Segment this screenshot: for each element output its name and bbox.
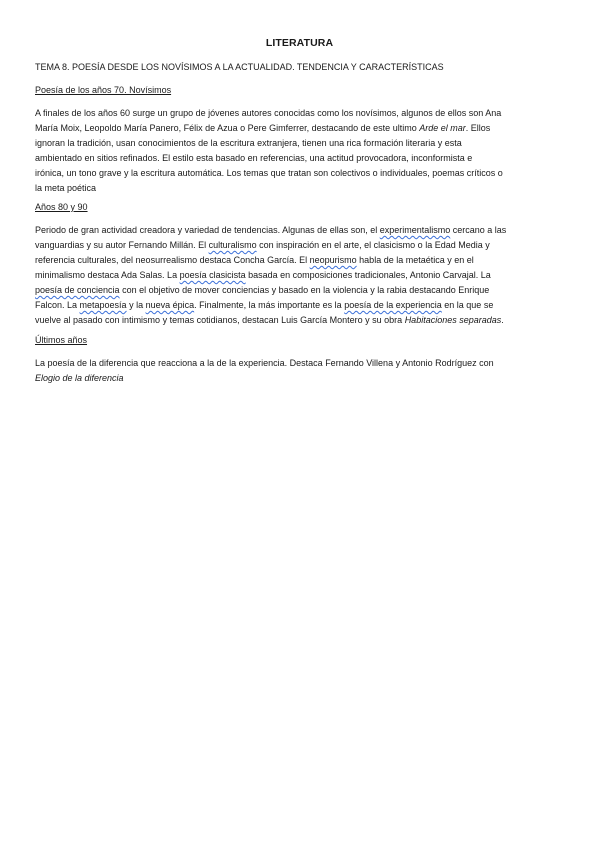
paragraph-line (35, 298, 565, 313)
paragraph-line (35, 283, 565, 298)
paragraph-line (35, 268, 565, 283)
text-run: con inspiración en el arte, el clasicismo o la Edad Media y (256, 240, 490, 250)
paragraph-recent (35, 356, 565, 386)
section-heading-text: Poesía de los años 70. Novísimos (35, 85, 172, 95)
paragraph-line (35, 371, 565, 386)
paragraph-novisimos (35, 106, 565, 196)
text-run: vanguardias y su autor Fernando Millán. El (35, 240, 209, 250)
paragraph-line: la meta poética (35, 183, 97, 193)
text-run: Falcon. La (35, 300, 80, 310)
spellcheck-term: nueva épica (145, 300, 195, 310)
document-title: LITERATURA (265, 37, 334, 49)
work-title: Habitaciones separadas (404, 315, 502, 325)
paragraph-line: irónica, un tono grave y la escritura automática. Los temas que tratan son colectivos o individuales, poemas críticos o (35, 168, 503, 178)
spellcheck-term: metapoesía (79, 300, 127, 310)
paragraph-80s-90s (35, 223, 565, 328)
spellcheck-term: poesía de conciencia (35, 285, 120, 295)
spellcheck-term: experimentalismo (379, 225, 451, 235)
work-title: Arde el mar (419, 123, 466, 133)
text-run: . Ellos (465, 123, 491, 133)
paragraph-line: La poesía de la diferencia que reacciona a la de la experiencia. Destaca Fernando Villena y Antonio Rodríguez con (35, 358, 494, 368)
paragraph-line (35, 121, 565, 136)
text-run: vuelve al pasado con intimismo y temas cotidianos, destacan Luis García Montero y su obra (35, 315, 405, 325)
section-heading-text: Años 80 y 90 (35, 202, 88, 212)
topic-text: TEMA 8. POESÍA DESDE LOS NOVÍSIMOS A LA ACTUALIDAD. TENDENCIA Y CARACTERÍSTICAS (35, 62, 444, 72)
paragraph-line (35, 238, 565, 253)
section-heading-text: Últimos años (35, 335, 88, 345)
section-heading-recent (35, 333, 565, 348)
spellcheck-term: neopurismo (309, 255, 357, 265)
section-heading-80s-90s (35, 200, 565, 215)
topic-line (35, 60, 565, 75)
text-run: en la que se (441, 300, 494, 310)
text-run: . Finalmente, la más importante es la (194, 300, 345, 310)
text-run: habla de la metaética y en el (356, 255, 474, 265)
text-run: minimalismo destaca Ada Salas. La (35, 270, 180, 280)
text-run: María Moix, Leopoldo María Panero, Félix de Azua o Pere Gimferrer, destacando de este ultimo (35, 123, 420, 133)
text-run: Periodo de gran actividad creadora y variedad de tendencias. Algunas de ellas son, el (35, 225, 380, 235)
text-run: y la (126, 300, 146, 310)
paragraph-line: ambientado en sitios refinados. El estilo esta basado en referencias, una actitud provocadora, inconformista e (35, 153, 473, 163)
section-heading-70s (35, 83, 565, 98)
paragraph-line (35, 313, 565, 328)
paragraph-line: A finales de los años 60 surge un grupo de jóvenes autores conocidas como los novísimos, algunos de ellos son Ana (35, 108, 502, 118)
work-title: Elogio de la diferencia (35, 373, 124, 383)
paragraph-line (35, 223, 565, 238)
spellcheck-term: culturalismo (208, 240, 257, 250)
text-run: referencia culturales, del neosurrealismo destaca Concha García. El (35, 255, 310, 265)
text-run: basada en composiciones tradicionales, Antonio Carvajal. La (245, 270, 491, 280)
paragraph-line: ignoran la tradición, usan conocimientos de la escritura extranjera, tienen una rica formación literaria y esta (35, 138, 462, 148)
text-run: cercano a las (450, 225, 507, 235)
paragraph-line (35, 253, 565, 268)
text-run: . (501, 315, 504, 325)
spellcheck-term: poesía de la experiencia (344, 300, 442, 310)
spellcheck-term: poesía clasicista (179, 270, 246, 280)
text-run: con el objetivo de mover conciencias y basado en la violencia y la rabia destacando Enrique (119, 285, 490, 295)
